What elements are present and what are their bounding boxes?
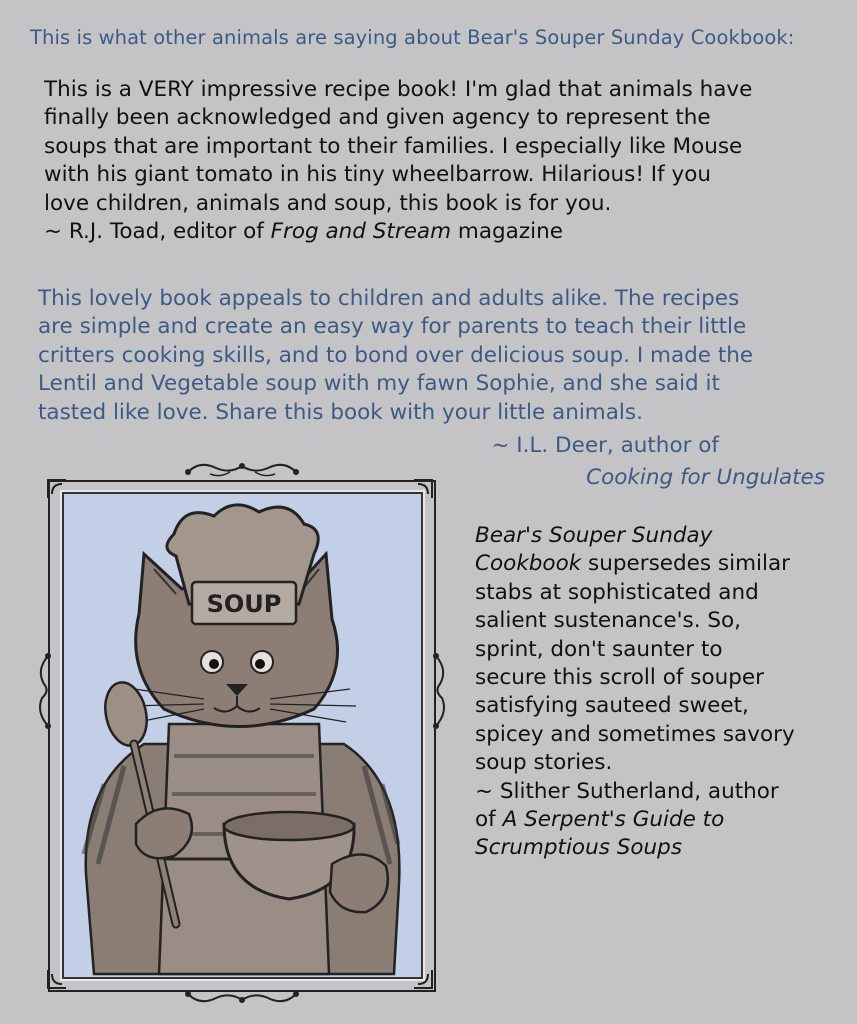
signature-author: ~ I.L. Deer, author of	[491, 433, 719, 458]
frame-ornament-left	[34, 650, 56, 732]
review-toad	[44, 76, 834, 246]
review-line: soup stories.	[475, 750, 613, 776]
review-line: critters cooking skills, and to bond over delicious soup. I made the	[38, 342, 754, 368]
cookbook-title: Bear's Souper Sunday	[475, 523, 713, 548]
frame-ornament-bottom	[180, 986, 305, 1008]
review-line: This is a VERY impressive recipe book! I'm glad that animals have	[44, 77, 753, 102]
cookbook-title-cont: Cookbook	[475, 551, 582, 577]
review-line: Lentil and Vegetable soup with my fawn Sophie, and she said it	[38, 371, 720, 397]
review-line: sprint, don't saunter to	[475, 636, 723, 662]
hat-label: SOUP	[206, 590, 282, 618]
review-line: soups that are important to their families. I especially like Mouse	[44, 133, 743, 159]
review-line: with his giant tomato in his tiny wheelbarrow. Hilarious! If you	[44, 162, 712, 188]
signature-prefix: ~ R.J. Toad, editor of	[44, 219, 271, 245]
book-title: A Serpent's Guide to	[502, 807, 725, 833]
review-signature: ~ Slither Sutherland, author	[475, 778, 779, 804]
frame-ornament-right	[428, 650, 450, 732]
review-text: supersedes similar	[581, 551, 790, 577]
review-line: spicey and sometimes savory	[475, 721, 795, 747]
book-title-cont: Scrumptious Soups	[475, 835, 683, 861]
signature-prefix: of	[475, 807, 503, 833]
review-line: secure this scroll of souper	[475, 665, 764, 691]
bear-chef-illustration	[62, 492, 423, 979]
review-line: satisfying sauteed sweet,	[475, 693, 749, 719]
review-line: This lovely book appeals to children and adults alike. The recipes	[38, 286, 740, 311]
review-deer	[38, 285, 838, 427]
review-line: salient sustenance's. So,	[475, 608, 742, 634]
page-heading: This is what other animals are saying about Bear's Souper Sunday Cookbook:	[30, 26, 795, 49]
book-title: Cooking for Ungulates	[586, 465, 825, 490]
review-line: are simple and create an easy way for parents to teach their little	[38, 314, 747, 340]
review-deer-signature	[491, 430, 825, 494]
review-signature	[44, 218, 834, 246]
review-serpent	[475, 522, 835, 863]
review-signature-cont	[475, 806, 835, 834]
bear-chef-drawing	[64, 494, 421, 977]
review-line: love children, animals and soup, this book is for you.	[44, 190, 612, 216]
magazine-title: Frog and Stream	[270, 219, 452, 245]
signature-suffix: magazine	[451, 219, 563, 245]
review-line: stabs at sophisticated and	[475, 579, 759, 605]
review-line: finally been acknowledged and given agency to represent the	[44, 105, 711, 131]
review-line: tasted like love. Share this book with your little animals.	[38, 399, 643, 425]
review-line	[475, 550, 835, 578]
frame-ornament-top	[180, 458, 305, 480]
